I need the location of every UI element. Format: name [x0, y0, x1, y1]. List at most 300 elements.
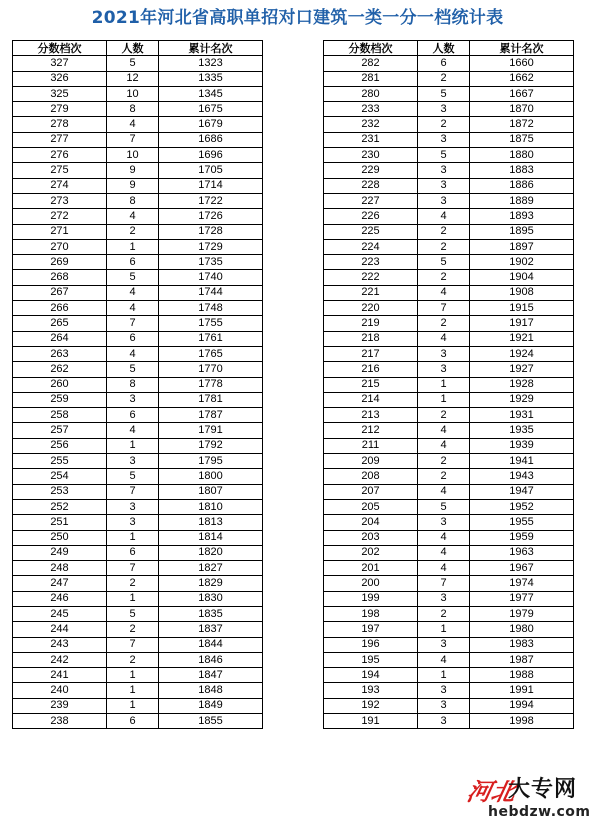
- score-cell: 253: [13, 484, 107, 499]
- table-row: [324, 668, 574, 683]
- table-row: [13, 438, 263, 453]
- table-row: [13, 392, 263, 407]
- table-row: [324, 346, 574, 361]
- count-cell: 3: [418, 714, 470, 729]
- table-row: [324, 683, 574, 698]
- count-cell: 3: [418, 178, 470, 193]
- cumulative-rank-cell: 1770: [159, 362, 263, 377]
- score-cell: 247: [13, 576, 107, 591]
- count-cell: 5: [418, 255, 470, 270]
- count-cell: 6: [107, 408, 159, 423]
- table-row: [13, 652, 263, 667]
- table-row: [13, 331, 263, 346]
- count-cell: 2: [418, 469, 470, 484]
- count-cell: 2: [107, 622, 159, 637]
- score-cell: 275: [13, 163, 107, 178]
- score-cell: 233: [324, 102, 418, 117]
- table-row: [13, 714, 263, 729]
- cumulative-rank-cell: 1814: [159, 530, 263, 545]
- table-row: [324, 148, 574, 163]
- count-cell: 3: [418, 346, 470, 361]
- count-cell: 4: [418, 285, 470, 300]
- count-cell: 4: [107, 209, 159, 224]
- table-row: [324, 484, 574, 499]
- count-cell: 4: [418, 423, 470, 438]
- cumulative-rank-cell: 1744: [159, 285, 263, 300]
- score-cell: 222: [324, 270, 418, 285]
- cumulative-rank-cell: 1810: [159, 499, 263, 514]
- cumulative-rank-cell: 1846: [159, 652, 263, 667]
- cumulative-rank-cell: 1827: [159, 561, 263, 576]
- count-cell: 2: [418, 316, 470, 331]
- score-cell: 268: [13, 270, 107, 285]
- count-cell: 3: [107, 392, 159, 407]
- cumulative-rank-cell: 1781: [159, 392, 263, 407]
- count-cell: 3: [418, 193, 470, 208]
- cumulative-rank-cell: 1848: [159, 683, 263, 698]
- table-row: [13, 606, 263, 621]
- cumulative-rank-cell: 1813: [159, 515, 263, 530]
- score-cell: 265: [13, 316, 107, 331]
- count-cell: 8: [107, 193, 159, 208]
- count-cell: 5: [107, 469, 159, 484]
- cumulative-rank-cell: 1974: [470, 576, 574, 591]
- count-cell: 5: [107, 362, 159, 377]
- score-cell: 200: [324, 576, 418, 591]
- cumulative-rank-cell: 1963: [470, 545, 574, 560]
- count-cell: 4: [107, 346, 159, 361]
- table-row: [324, 132, 574, 147]
- table-row: [13, 163, 263, 178]
- count-cell: 6: [107, 714, 159, 729]
- table-row: [324, 178, 574, 193]
- cumulative-rank-cell: 1761: [159, 331, 263, 346]
- table-row: [13, 454, 263, 469]
- table-row: [13, 484, 263, 499]
- score-cell: 279: [13, 102, 107, 117]
- cumulative-rank-cell: 1837: [159, 622, 263, 637]
- count-cell: 5: [418, 499, 470, 514]
- count-cell: 3: [107, 499, 159, 514]
- table-row: [13, 499, 263, 514]
- cumulative-rank-cell: 1929: [470, 392, 574, 407]
- count-cell: 1: [418, 392, 470, 407]
- count-cell: 4: [107, 285, 159, 300]
- table-row: [324, 438, 574, 453]
- column-header-count: 人数: [418, 41, 470, 56]
- table-row: [324, 714, 574, 729]
- count-cell: 5: [418, 86, 470, 101]
- count-cell: 8: [107, 102, 159, 117]
- cumulative-rank-cell: 1765: [159, 346, 263, 361]
- table-row: [13, 423, 263, 438]
- score-cell: 277: [13, 132, 107, 147]
- cumulative-rank-cell: 1755: [159, 316, 263, 331]
- cumulative-rank-cell: 1955: [470, 515, 574, 530]
- cumulative-rank-cell: 1740: [159, 270, 263, 285]
- cumulative-rank-cell: 1880: [470, 148, 574, 163]
- table-row: [13, 285, 263, 300]
- table-row: [324, 224, 574, 239]
- table-row: [13, 408, 263, 423]
- count-cell: 10: [107, 148, 159, 163]
- score-cell: 227: [324, 193, 418, 208]
- count-cell: 3: [418, 163, 470, 178]
- score-cell: 266: [13, 301, 107, 316]
- cumulative-rank-cell: 1714: [159, 178, 263, 193]
- score-cell: 219: [324, 316, 418, 331]
- table-row: [324, 637, 574, 652]
- score-cell: 229: [324, 163, 418, 178]
- cumulative-rank-cell: 1748: [159, 301, 263, 316]
- table-row: [324, 163, 574, 178]
- cumulative-rank-cell: 1872: [470, 117, 574, 132]
- score-cell: 240: [13, 683, 107, 698]
- score-cell: 205: [324, 499, 418, 514]
- table-row: [324, 193, 574, 208]
- count-cell: 10: [107, 86, 159, 101]
- table-row: [324, 469, 574, 484]
- cumulative-rank-cell: 1855: [159, 714, 263, 729]
- score-cell: 273: [13, 193, 107, 208]
- count-cell: 5: [107, 270, 159, 285]
- score-cell: 244: [13, 622, 107, 637]
- cumulative-rank-cell: 1345: [159, 86, 263, 101]
- score-cell: 259: [13, 392, 107, 407]
- count-cell: 12: [107, 71, 159, 86]
- score-cell: 249: [13, 545, 107, 560]
- table-row: [324, 530, 574, 545]
- table-row: [324, 561, 574, 576]
- score-cell: 263: [13, 346, 107, 361]
- table-row: [324, 377, 574, 392]
- count-cell: 2: [418, 270, 470, 285]
- score-table-left: [12, 40, 263, 729]
- table-row: [324, 454, 574, 469]
- cumulative-rank-cell: 1952: [470, 499, 574, 514]
- count-cell: 1: [107, 530, 159, 545]
- table-row: [324, 499, 574, 514]
- score-cell: 267: [13, 285, 107, 300]
- score-cell: 226: [324, 209, 418, 224]
- cumulative-rank-cell: 1792: [159, 438, 263, 453]
- cumulative-rank-cell: 1835: [159, 606, 263, 621]
- table-row: [324, 209, 574, 224]
- count-cell: 1: [107, 668, 159, 683]
- table-row: [13, 56, 263, 71]
- table-row: [324, 698, 574, 713]
- cumulative-rank-cell: 1979: [470, 606, 574, 621]
- score-cell: 231: [324, 132, 418, 147]
- table-row: [13, 102, 263, 117]
- count-cell: 4: [418, 484, 470, 499]
- document-title: 2021年河北省高职单招对口建筑一类一分一档统计表: [91, 8, 504, 28]
- cumulative-rank-cell: 1904: [470, 270, 574, 285]
- cumulative-rank-cell: 1675: [159, 102, 263, 117]
- score-cell: 257: [13, 423, 107, 438]
- score-cell: 211: [324, 438, 418, 453]
- score-cell: 250: [13, 530, 107, 545]
- table-row: [324, 545, 574, 560]
- score-cell: 256: [13, 438, 107, 453]
- table-row: [13, 301, 263, 316]
- cumulative-rank-cell: 1941: [470, 454, 574, 469]
- count-cell: 2: [418, 454, 470, 469]
- count-cell: 1: [107, 698, 159, 713]
- table-header-row: [13, 41, 263, 56]
- score-cell: 232: [324, 117, 418, 132]
- count-cell: 5: [107, 56, 159, 71]
- count-cell: 4: [107, 423, 159, 438]
- site-logo-mark: 河北: [464, 777, 519, 806]
- table-row: [13, 469, 263, 484]
- table-row: [13, 698, 263, 713]
- count-cell: 1: [107, 438, 159, 453]
- cumulative-rank-cell: 1875: [470, 132, 574, 147]
- score-cell: 203: [324, 530, 418, 545]
- cumulative-rank-cell: 1726: [159, 209, 263, 224]
- cumulative-rank-cell: 1994: [470, 698, 574, 713]
- score-cell: 194: [324, 668, 418, 683]
- table-row: [13, 316, 263, 331]
- table-row: [324, 331, 574, 346]
- count-cell: 8: [107, 377, 159, 392]
- count-cell: 4: [418, 438, 470, 453]
- table-row: [13, 515, 263, 530]
- score-cell: 241: [13, 668, 107, 683]
- cumulative-rank-cell: 1830: [159, 591, 263, 606]
- count-cell: 1: [418, 622, 470, 637]
- table-row: [324, 117, 574, 132]
- count-cell: 5: [418, 148, 470, 163]
- cumulative-rank-cell: 1795: [159, 454, 263, 469]
- table-row: [13, 377, 263, 392]
- table-row: [13, 224, 263, 239]
- table-row: [13, 209, 263, 224]
- score-cell: 280: [324, 86, 418, 101]
- table-row: [13, 591, 263, 606]
- column-header-score: 分数档次: [324, 41, 418, 56]
- score-cell: 281: [324, 71, 418, 86]
- count-cell: 2: [418, 606, 470, 621]
- count-cell: 3: [418, 102, 470, 117]
- score-cell: 208: [324, 469, 418, 484]
- count-cell: 3: [107, 454, 159, 469]
- score-cell: 212: [324, 423, 418, 438]
- count-cell: 4: [107, 301, 159, 316]
- table-row: [13, 622, 263, 637]
- cumulative-rank-cell: 1679: [159, 117, 263, 132]
- score-cell: 282: [324, 56, 418, 71]
- cumulative-rank-cell: 1829: [159, 576, 263, 591]
- score-cell: 264: [13, 331, 107, 346]
- count-cell: 2: [418, 408, 470, 423]
- score-cell: 274: [13, 178, 107, 193]
- count-cell: 4: [418, 209, 470, 224]
- cumulative-rank-cell: 1686: [159, 132, 263, 147]
- table-row: [13, 683, 263, 698]
- score-cell: 230: [324, 148, 418, 163]
- score-cell: 270: [13, 239, 107, 254]
- score-cell: 218: [324, 331, 418, 346]
- cumulative-rank-cell: 1927: [470, 362, 574, 377]
- site-watermark: [464, 768, 593, 824]
- score-cell: 276: [13, 148, 107, 163]
- score-cell: 260: [13, 377, 107, 392]
- count-cell: 2: [107, 576, 159, 591]
- table-row: [13, 178, 263, 193]
- count-cell: 4: [418, 331, 470, 346]
- table-row: [324, 301, 574, 316]
- table-row: [13, 668, 263, 683]
- watermark-url: hebdzw.com: [488, 804, 591, 820]
- table-row: [13, 561, 263, 576]
- cumulative-rank-cell: 1921: [470, 331, 574, 346]
- table-row: [324, 362, 574, 377]
- count-cell: 3: [418, 698, 470, 713]
- cumulative-rank-cell: 1935: [470, 423, 574, 438]
- table-row: [13, 239, 263, 254]
- column-header-cumulative-rank: 累计名次: [159, 41, 263, 56]
- score-cell: 246: [13, 591, 107, 606]
- table-row: [13, 255, 263, 270]
- table-row: [324, 56, 574, 71]
- count-cell: 3: [418, 362, 470, 377]
- cumulative-rank-cell: 1883: [470, 163, 574, 178]
- count-cell: 6: [107, 545, 159, 560]
- column-header-cumulative-rank: 累计名次: [470, 41, 574, 56]
- score-cell: 204: [324, 515, 418, 530]
- count-cell: 1: [107, 683, 159, 698]
- cumulative-rank-cell: 1778: [159, 377, 263, 392]
- cumulative-rank-cell: 1991: [470, 683, 574, 698]
- score-cell: 252: [13, 499, 107, 514]
- score-cell: 239: [13, 698, 107, 713]
- score-cell: 225: [324, 224, 418, 239]
- table-row: [324, 86, 574, 101]
- table-row: [13, 193, 263, 208]
- score-cell: 278: [13, 117, 107, 132]
- cumulative-rank-cell: 1705: [159, 163, 263, 178]
- score-cell: 220: [324, 301, 418, 316]
- table-row: [13, 637, 263, 652]
- score-cell: 191: [324, 714, 418, 729]
- count-cell: 4: [418, 561, 470, 576]
- table-row: [324, 102, 574, 117]
- cumulative-rank-cell: 1943: [470, 469, 574, 484]
- score-cell: 262: [13, 362, 107, 377]
- table-row: [13, 86, 263, 101]
- count-cell: 4: [418, 545, 470, 560]
- cumulative-rank-cell: 1729: [159, 239, 263, 254]
- cumulative-rank-cell: 1924: [470, 346, 574, 361]
- score-cell: 221: [324, 285, 418, 300]
- cumulative-rank-cell: 1998: [470, 714, 574, 729]
- score-cell: 254: [13, 469, 107, 484]
- table-row: [324, 515, 574, 530]
- count-cell: 7: [418, 576, 470, 591]
- table-row: [324, 622, 574, 637]
- table-header-row: [324, 41, 574, 56]
- count-cell: 6: [107, 255, 159, 270]
- count-cell: 2: [418, 71, 470, 86]
- score-cell: 197: [324, 622, 418, 637]
- score-cell: 217: [324, 346, 418, 361]
- cumulative-rank-cell: 1820: [159, 545, 263, 560]
- cumulative-rank-cell: 1908: [470, 285, 574, 300]
- table-row: [324, 270, 574, 285]
- count-cell: 6: [107, 331, 159, 346]
- score-cell: 272: [13, 209, 107, 224]
- count-cell: 1: [107, 239, 159, 254]
- cumulative-rank-cell: 1807: [159, 484, 263, 499]
- count-cell: 2: [107, 652, 159, 667]
- table-row: [324, 652, 574, 667]
- count-cell: 7: [107, 484, 159, 499]
- cumulative-rank-cell: 1847: [159, 668, 263, 683]
- table-row: [13, 362, 263, 377]
- table-row: [324, 71, 574, 86]
- cumulative-rank-cell: 1696: [159, 148, 263, 163]
- count-cell: 1: [418, 668, 470, 683]
- table-row: [324, 408, 574, 423]
- cumulative-rank-cell: 1722: [159, 193, 263, 208]
- column-header-count: 人数: [107, 41, 159, 56]
- table-row: [13, 71, 263, 86]
- cumulative-rank-cell: 1735: [159, 255, 263, 270]
- cumulative-rank-cell: 1335: [159, 71, 263, 86]
- table-row: [13, 545, 263, 560]
- column-header-score: 分数档次: [13, 41, 107, 56]
- score-cell: 199: [324, 591, 418, 606]
- score-cell: 325: [13, 86, 107, 101]
- count-cell: 3: [418, 515, 470, 530]
- count-cell: 3: [107, 515, 159, 530]
- count-cell: 4: [418, 530, 470, 545]
- count-cell: 7: [107, 316, 159, 331]
- score-cell: 213: [324, 408, 418, 423]
- score-cell: 215: [324, 377, 418, 392]
- score-cell: 271: [13, 224, 107, 239]
- cumulative-rank-cell: 1915: [470, 301, 574, 316]
- score-cell: 223: [324, 255, 418, 270]
- cumulative-rank-cell: 1889: [470, 193, 574, 208]
- count-cell: 3: [418, 637, 470, 652]
- score-cell: 228: [324, 178, 418, 193]
- count-cell: 3: [418, 591, 470, 606]
- score-cell: 326: [13, 71, 107, 86]
- cumulative-rank-cell: 1660: [470, 56, 574, 71]
- table-row: [324, 576, 574, 591]
- score-cell: 214: [324, 392, 418, 407]
- count-cell: 2: [418, 239, 470, 254]
- count-cell: 4: [418, 652, 470, 667]
- cumulative-rank-cell: 1988: [470, 668, 574, 683]
- score-cell: 269: [13, 255, 107, 270]
- count-cell: 5: [107, 606, 159, 621]
- score-cell: 255: [13, 454, 107, 469]
- table-row: [324, 606, 574, 621]
- score-cell: 245: [13, 606, 107, 621]
- cumulative-rank-cell: 1967: [470, 561, 574, 576]
- score-cell: 209: [324, 454, 418, 469]
- cumulative-rank-cell: 1323: [159, 56, 263, 71]
- cumulative-rank-cell: 1959: [470, 530, 574, 545]
- table-row: [13, 270, 263, 285]
- cumulative-rank-cell: 1917: [470, 316, 574, 331]
- table-row: [13, 346, 263, 361]
- cumulative-rank-cell: 1902: [470, 255, 574, 270]
